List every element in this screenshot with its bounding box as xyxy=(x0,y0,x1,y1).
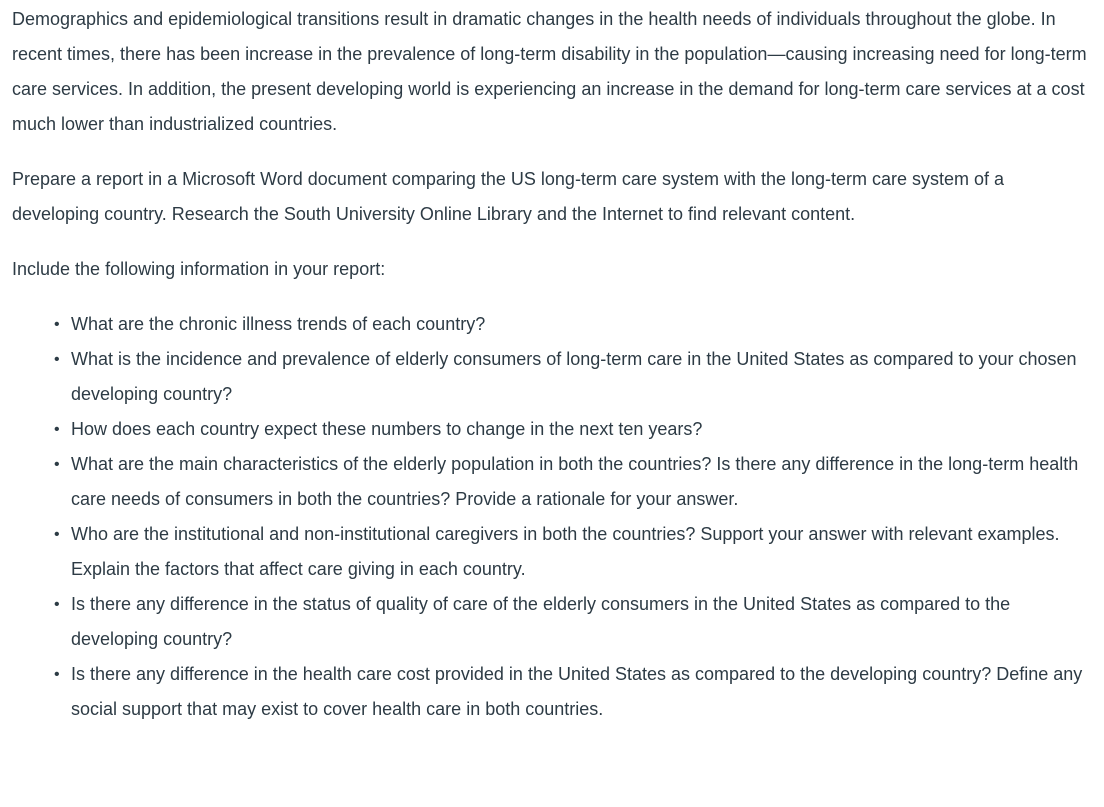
list-item-text: Is there any difference in the health care cost provided in the United States as compared to the developing country? Define any social support that may exist to cover health care in both countries. xyxy=(71,664,1083,719)
bullet-icon: • xyxy=(54,351,60,368)
list-item-text: What are the chronic illness trends of each country? xyxy=(71,314,486,334)
list-item xyxy=(54,447,1092,517)
intro-paragraph-include: Include the following information in your report: xyxy=(12,259,386,279)
intro-paragraph-prepare-report: Prepare a report in a Microsoft Word document comparing the US long-term care system with the long-term care system of a developing country. Research the South University Online Library and the Internet to find relevant content. xyxy=(12,169,1005,224)
list-item xyxy=(54,657,1092,727)
list-item-text: How does each country expect these numbers to change in the next ten years? xyxy=(71,419,703,439)
list-item-text: What are the main characteristics of the elderly population in both the countries? Is there any difference in the long-term health care needs of consumers in both the countries? Provide a rationale for your answer. xyxy=(71,454,1079,509)
bullet-icon: • xyxy=(54,421,60,438)
bullet-icon: • xyxy=(54,526,60,543)
list-item xyxy=(54,412,1092,447)
list-item xyxy=(54,587,1092,657)
requirements-list xyxy=(12,307,1092,727)
bullet-icon: • xyxy=(54,596,60,613)
list-item-text: What is the incidence and prevalence of elderly consumers of long-term care in the United States as compared to your chosen developing country? xyxy=(71,349,1077,404)
list-item-text: Is there any difference in the status of quality of care of the elderly consumers in the United States as compared to the developing country? xyxy=(71,594,1011,649)
bullet-icon: • xyxy=(54,456,60,473)
list-item xyxy=(54,307,1092,342)
list-item-text: Who are the institutional and non-institutional caregivers in both the countries? Support your answer with relevant examples. Explain the factors that affect care giving in each country. xyxy=(71,524,1060,579)
list-item xyxy=(54,342,1092,412)
bullet-icon: • xyxy=(54,316,60,333)
list-item xyxy=(54,517,1092,587)
intro-paragraph-demographics: Demographics and epidemiological transitions result in dramatic changes in the health needs of individuals throughout the globe. In recent times, there has been increase in the prevalence of long-term disability in the population—causing increasing need for long-term care services. In addition, the present developing world is experiencing an increase in the demand for long-term care services at a cost much lower than industrialized countries. xyxy=(12,9,1087,134)
bullet-icon: • xyxy=(54,666,60,683)
